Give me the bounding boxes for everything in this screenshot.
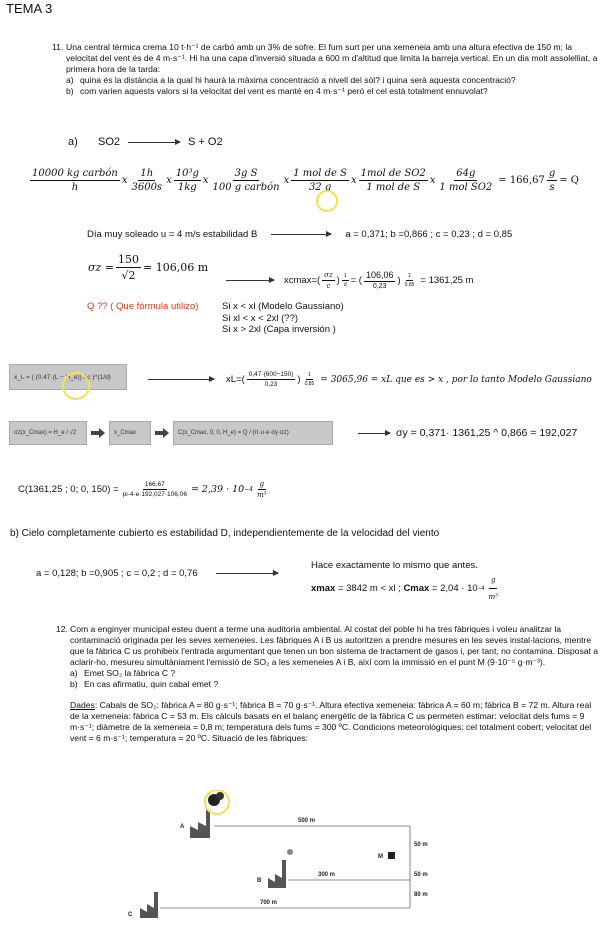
sigma-z-result: = 106,06 m [143,261,209,274]
arrow-icon [216,573,278,574]
fraction-num: 106,06 [365,270,394,280]
formula-text: x_Cmax [114,430,137,436]
problem-number: 12. [56,624,68,634]
item-label: b) [66,86,74,96]
cursor-highlight [316,190,338,212]
exp-den: d [343,281,347,288]
cmax-value: = 2,04 · 10 [429,582,478,594]
fraction-den: 0,23 [264,381,278,388]
fraction-den: pi·4·e·192,027·106,06 [122,491,187,498]
conversion-result: = 166,67 [498,175,545,186]
distance-50a: 50 m [414,842,428,848]
distance-500: 500 m [298,818,316,824]
arrow-icon [91,429,105,437]
concentration-equation [18,480,271,499]
solution-b-params [36,568,278,579]
factory-c [140,892,158,918]
fraction-den: 0,23 [372,283,387,290]
item-label: a) [66,75,74,85]
case-item: Si x < xl (Modelo Gaussiano) [222,301,344,312]
unit-num: g [489,573,497,589]
page-title: TEMA 3 [6,1,53,16]
fraction-den: h [71,182,79,193]
distance-50b: 50 m [414,872,428,878]
item-text: quina és la distància a la qual hi haurà la màxima concentració a nivell del sòl? i quina serà aquesta concentració? [80,75,516,85]
solution-b-heading: b) Cielo completamente cubierto es estabilidad D, independientemente de la velocidad del viento [10,528,440,539]
data-text: : Cabals de SO₂: fàbrica A = 80 g·s⁻¹; fàbrica B = 70 g·s⁻¹. Altura efectiva xemeneia: fàbrica A = 60 m; fàbrica B = 72 m. Altura real de la xemeneia: fàbrica C = 53 m. Els càlculs basats en el balanç energètic de la fàbrica C us permeten estimar: velocitat dels fums = 9 m·s⁻¹; diàmetre de la xemeneia = 0,8 m; temperatura dels fums = 300 ºC. Condicions meteorològiques: cel totalment cobert; velocitat del vent = 6 m·s⁻¹; temperatura = 20 ºC. Situació de les fàbriques: [70,700,592,743]
unit-den: s [549,182,555,193]
arrow-icon [271,234,331,235]
stability-params: a = 0,371; b =0,866 ; c = 0,23 ; d = 0,85 [345,229,513,240]
xcmax-equation: xcmax=( $\frac{\sigma z}{c}$ ) $\frac{1}{d}$ = ( $\frac{106,06}{0,23}$ ) $\frac{1}{0,85}$ = 1361,25 m [226,270,473,290]
q-label: = Q [559,175,579,186]
fraction-num: 0,47·(600−150) [248,371,294,378]
exp-num: 1 [343,272,347,279]
exp-num: 1 [408,272,411,279]
formula-text: x_L = ( (0,47·(L − H_e)) / c )^(1/d) [14,373,111,381]
params-text: a = 0,128; b =0,905 ; c = 0,2 ; d = 0,76 [36,568,198,579]
factory-a [190,792,224,838]
xcmax-formula-image [109,421,151,445]
fraction-num: 1h [140,168,154,179]
formula-text: σz(x_Cmax) = H_e / √2 [14,430,77,436]
factory-diagram [110,790,440,930]
arrow-icon [155,429,169,437]
exp-num: 1 [308,372,311,378]
exp-den: 0,85 [304,381,315,387]
fraction-den: 1 mol de S [366,182,421,193]
reaction [68,136,223,148]
xcmax-result: = 1361,25 m [420,274,474,286]
reaction-left: SO2 [98,136,121,148]
fraction-num: 10³g [175,168,199,179]
xl-label: xL=( [226,374,245,385]
unit-num: g [259,480,265,488]
item-text: Emet SO₂ la fàbrica C ? [84,668,176,678]
fraction-num: σz [324,270,333,279]
problem-text: Com a enginyer municipal esteu duent a terme una auditoria ambiental. Al costat del poble hi ha tres fàbriques i voleu analitzar la contaminació originada per les seves xemeneies. Les fàbriques A i B us autoritzen a prendre mesures en les seves instal·lacions, mentre que la fàbrica C us prohibeix l'entrada argumentant que tenen un bon sistema de tractament de gasos i, per tant, no contamina. Disposat a aclarir-ho, mesureu simultàniament l'emissió de SO₂ a les xemeneies A i B, així com la immissió en el punt M (9·10⁻⁵ g·m⁻³). [70,624,599,667]
stability-line [87,229,512,240]
label-m: M [378,854,383,860]
fraction-num: 10000 kg carbón [32,168,118,179]
stability-text: Día muy soleado u = 4 m/s estabilidad B [87,229,258,240]
formula-chain [9,421,333,445]
exponent: −4 [477,585,485,592]
exponent: −4 [244,486,254,493]
formula-text: C(x_Cmax, 0, 0, H_e) = Q / (π·u·e·σy·σz) [178,430,289,436]
xl-result: = 3065,96 = xL que es > x , por lo tanto Modelo Gaussiano [320,374,592,385]
fraction-den: 1kg [177,182,197,193]
case-item: Si xl < x < 2xl (??) [222,312,299,324]
distance-300: 300 m [318,872,336,878]
xcmax-label: xcmax=( [284,274,321,286]
problem-11 [52,42,600,97]
distance-700: 700 m [260,900,278,906]
item-label: a) [70,668,78,678]
unit-num: g [548,168,556,179]
fraction-num: 64g [456,168,476,179]
conversion-equation: $\frac{\text{10000 kg carbón}}{h}$ x $\frac{1h}{3600s}$ x $\frac{\text{10³g}}{1kg}$ x $\frac{\text{3g S}}{\text{100 g carbón}}$ x $\frac{\text{1 mol de S}}{32 g}$ x $\frac{\text{1mol de SO2}}{\text{1 mol de S}}$ x $\frac{64g}{\text{1 mol SO2}}$ = 166,67 $\frac{g}{s}$ = Q [32,168,579,193]
fraction-den: 32 g [308,182,332,193]
arrow-icon [358,433,390,434]
question-text: Q ?? ( Que fórmula utilizo) [87,301,199,312]
arrow-icon [226,280,274,281]
fraction-num: 150 [118,253,140,266]
sigma-y-result: σy = 0,371· 1361,25 ^ 0,866 = 192,027 [396,427,578,439]
item-label: b) [70,679,78,689]
item-text: En cas afirmatiu, quin cabal emet ? [84,679,219,689]
solution-b-result [311,559,502,604]
fraction-den: 100 g carbón [212,182,280,193]
fraction-den: √2 [121,269,136,282]
label-a: A [180,824,185,830]
data-label: Dades [70,700,95,710]
xmax-value: = 3842 m < xl ; [335,582,404,594]
xl-equation: xL=( $\frac{0,47\cdot(600-150)}{0,23}$ ) $\frac{1}{0,85}$ = 3065,96 = xL que es > x , por lo tanto Modelo Gaussiano [148,371,592,388]
point-m-marker [388,852,395,859]
fraction-num: 1mol de SO2 [360,168,426,179]
unit-den: m³ [257,491,267,499]
label-c: C [128,912,133,918]
fraction-num: 3g S [234,168,258,179]
concentration-result: = 2,39 · 10 [190,484,245,495]
problem-12 [56,624,600,744]
fraction-den: c [326,281,331,290]
solution-label: a) [68,136,78,148]
item-text: com varien aquests valors si la velocitat del vent es manté en 4 m·s⁻¹ però el cel està totalment ennuvolat? [80,86,488,96]
cmax-label: Cmax [403,582,430,594]
xmax-label: xmax [311,582,336,594]
cases-list [222,301,344,336]
sigma-z-equation [88,253,208,282]
problem-text: Una central tèrmica crema 10 t·h⁻¹ de carbó amb un 3% de sofre. El fum surt per una xemeneia amb una altura efectiva de 150 m; la velocitat del vent és de 4 m·s⁻¹. Hi ha una capa d'inversió situada a 600 m d'altitud que limita la barreja vertical. En un dia molt assolelliat, a primera hora de la tarda: [66,42,598,74]
unit-den: m³ [488,593,498,601]
same-text: Hace exactamente lo mismo que antes. [311,560,478,571]
case-item: Si x > 2xl (Capa inversión ) [222,324,336,335]
factory-b [268,849,293,888]
paren: ) [336,274,340,286]
fraction-num: 166,67 [144,481,165,488]
concentration-formula-image [173,421,333,445]
sigma-z-label: σz = [88,261,115,274]
fraction-den: 1 mol SO2 [439,182,493,193]
problem-number: 11. [52,42,64,52]
arrow-icon [148,379,214,380]
cursor-highlight [62,372,90,400]
distance-80: 80 m [414,892,428,898]
paren: = ( [350,274,362,286]
sigma-y-equation [358,427,577,439]
label-b: B [257,878,262,884]
fraction-den: 3600s [131,182,163,193]
arrow-icon [128,142,180,143]
concentration-label: C(1361,25 ; 0; 0, 150) = [18,484,119,495]
fraction-num: 1 mol de S [293,168,347,179]
sigma-z-formula-image [9,421,87,445]
reaction-right: S + O2 [188,136,223,148]
exp-den: 0,85 [404,281,415,288]
